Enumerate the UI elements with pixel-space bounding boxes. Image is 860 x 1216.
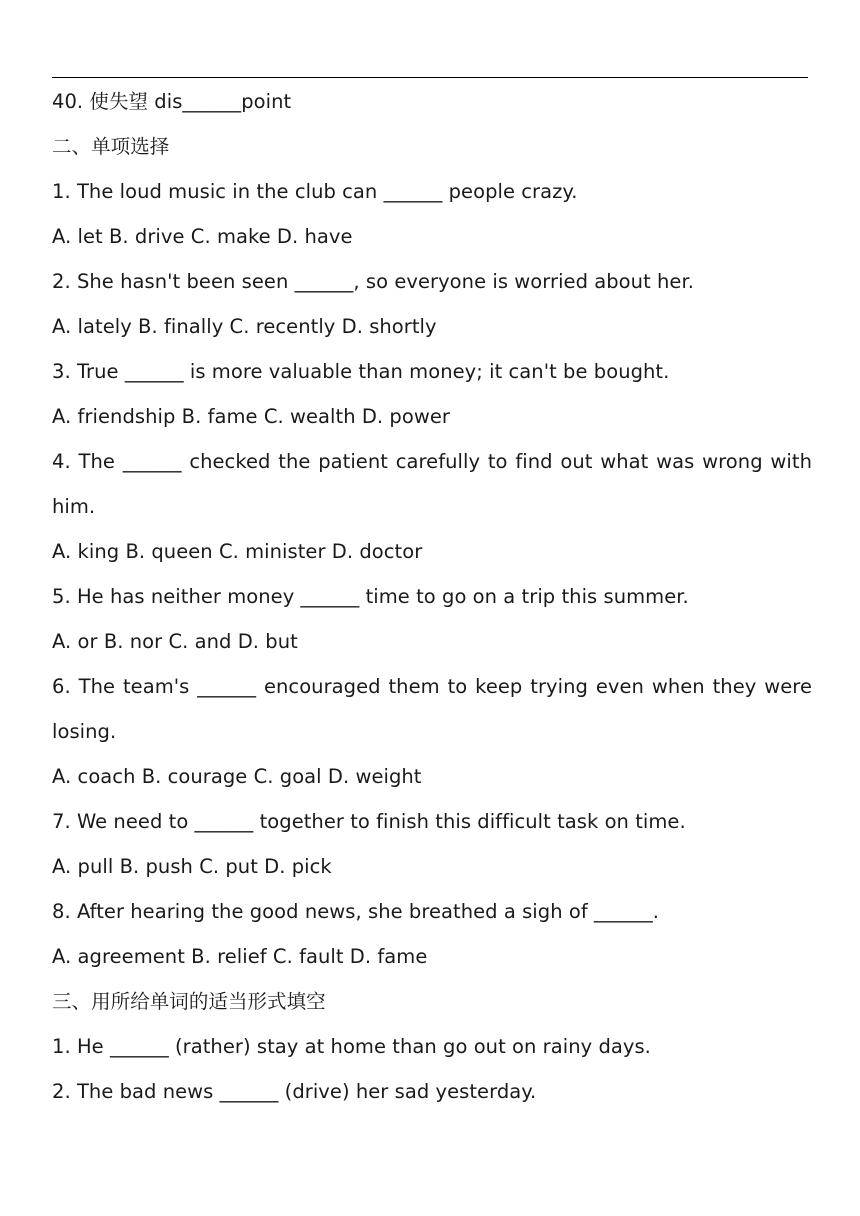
question-2: 2. She hasn't been seen ______, so everyone is worried about her. xyxy=(52,270,694,293)
question-8-options: A. agreement B. relief C. fault D. fame xyxy=(52,945,428,968)
document-content xyxy=(52,79,812,1114)
section-heading-single-choice: 二、单项选择 xyxy=(52,135,170,158)
question-4-continued: him. xyxy=(52,495,96,518)
question-7: 7. We need to ______ together to finish this difficult task on time. xyxy=(52,810,686,833)
question-3-options: A. friendship B. fame C. wealth D. power xyxy=(52,405,450,428)
question-3: 3. True ______ is more valuable than money; it can't be bought. xyxy=(52,360,670,383)
question-8: 8. After hearing the good news, she breathed a sigh of ______. xyxy=(52,900,660,923)
section-heading-word-forms: 三、用所给单词的适当形式填空 xyxy=(52,990,326,1013)
fill-question-1: 1. He ______ (rather) stay at home than go out on rainy days. xyxy=(52,1035,651,1058)
question-4: 4. The ______ checked the patient carefully to find out what was wrong with xyxy=(52,450,812,473)
item-40-dis-point: 40. 使失望 dis______point xyxy=(52,90,292,113)
question-6: 6. The team's ______ encouraged them to keep trying even when they were xyxy=(52,675,812,698)
question-1: 1. The loud music in the club can ______ people crazy. xyxy=(52,180,578,203)
question-1-options: A. let B. drive C. make D. have xyxy=(52,225,353,248)
question-5-options: A. or B. nor C. and D. but xyxy=(52,630,298,653)
top-rule xyxy=(52,77,808,78)
question-6-options: A. coach B. courage C. goal D. weight xyxy=(52,765,422,788)
question-4-options: A. king B. queen C. minister D. doctor xyxy=(52,540,423,563)
fill-question-2: 2. The bad news ______ (drive) her sad yesterday. xyxy=(52,1080,537,1103)
question-5: 5. He has neither money ______ time to go on a trip this summer. xyxy=(52,585,689,608)
question-2-options: A. lately B. finally C. recently D. shortly xyxy=(52,315,437,338)
question-6-continued: losing. xyxy=(52,720,117,743)
question-7-options: A. pull B. push C. put D. pick xyxy=(52,855,332,878)
